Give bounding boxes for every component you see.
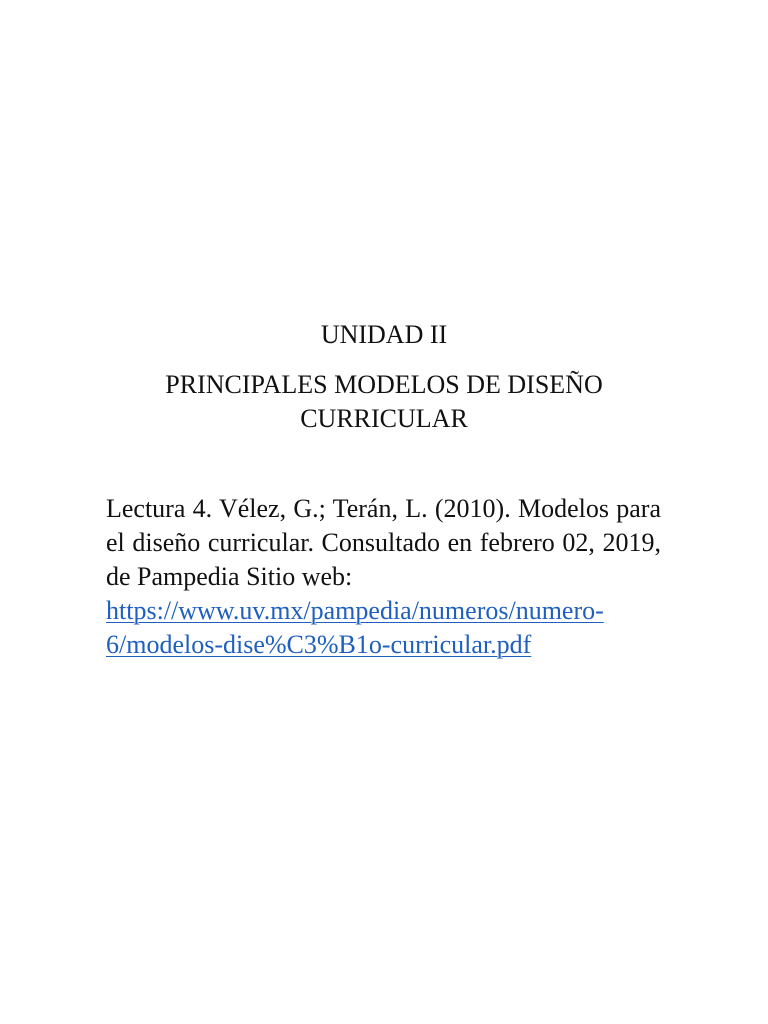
reading-reference	[106, 492, 661, 662]
heading-block	[0, 318, 768, 436]
reading-link-line-1[interactable]: https://www.uv.mx/pampedia/numeros/numero-	[106, 596, 604, 625]
chapter-title: PRINCIPALES MODELOS DE DISEÑO CURRICULAR	[165, 370, 603, 433]
reading-link-line-2[interactable]: 6/modelos-dise%C3%B1o-curricular.pdf	[106, 630, 532, 659]
unit-title: UNIDAD II	[320, 320, 448, 349]
reading-link[interactable]	[106, 594, 661, 662]
reading-citation-text: Lectura 4. Vélez, G.; Terán, L. (2010). Modelos para el diseño curricular. Consultado en febrero 02, 2019, de Pampedia Sitio web:	[106, 494, 661, 591]
